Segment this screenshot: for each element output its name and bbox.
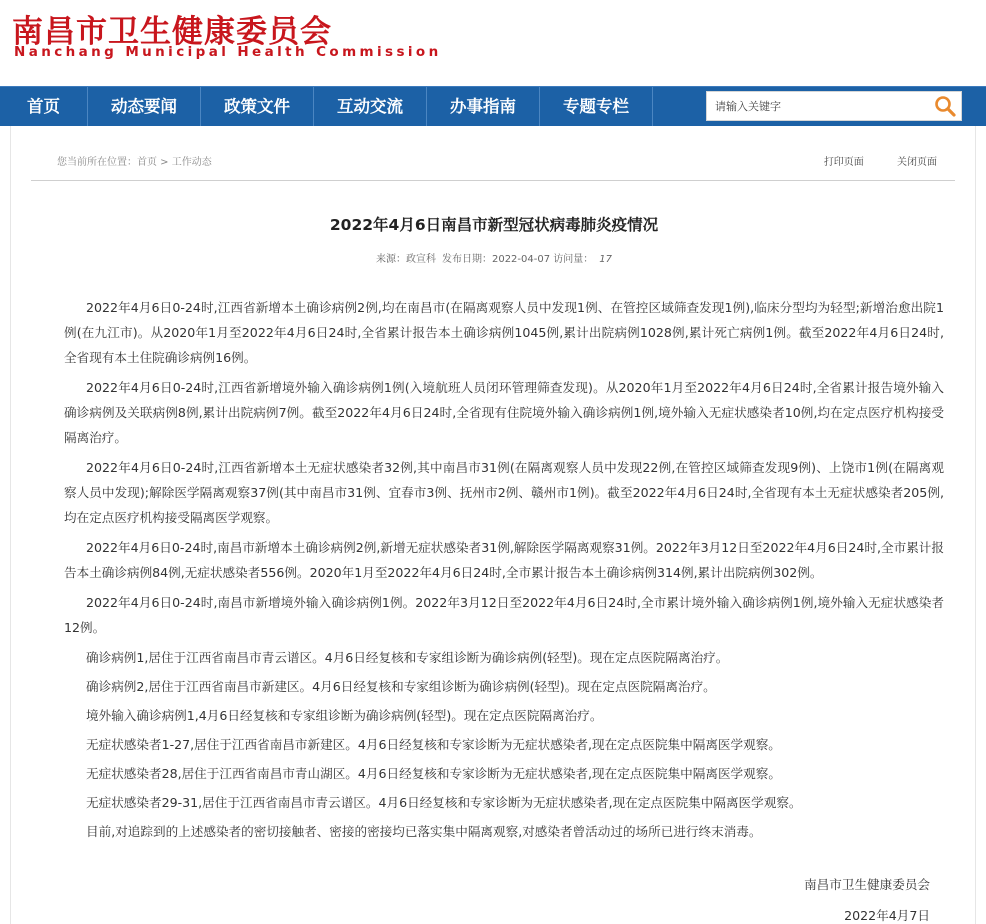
article-sign-date: 2022年4月7日 xyxy=(844,908,930,923)
nav-item-home[interactable]: 首页 xyxy=(0,87,88,126)
nav-item-news[interactable]: 动态要闻 xyxy=(88,87,201,126)
print-page-link[interactable]: 打印页面 xyxy=(823,157,864,168)
breadcrumb-current-link[interactable]: 工作动态 xyxy=(171,157,212,168)
site-header xyxy=(0,0,986,86)
breadcrumb-prefix: 您当前所在位置： xyxy=(57,157,137,168)
search-button[interactable] xyxy=(933,95,957,117)
article-paragraph: 2022年4月6日0-24时,江西省新增本土无症状感染者32例,其中南昌市31例(在隔离观察人员中发现22例,在管控区域筛查发现9例)、上饶市1例(在隔离观察人员中发现);解除医学隔离观察37例(其中南昌市31例、宜春市3例、抚州市2例、赣州市1例)。截至2022年4月6日24时,全省现有本土无症状感染者205例,均在定点医疗机构接受隔离医学观察。 xyxy=(64,460,944,525)
site-logo-english: Nanchang Municipal Health Commission xyxy=(14,44,442,60)
article-title: 2022年4月6日南昌市新型冠状病毒肺炎疫情况 xyxy=(329,216,659,234)
article-paragraph: 无症状感染者28,居住于江西省南昌市青山湖区。4月6日经复核和专家诊断为无症状感染者,现在定点医院集中隔离医学观察。 xyxy=(86,766,781,781)
article-paragraph: 境外输入确诊病例1,4月6日经复核和专家组诊断为确诊病例(轻型)。现在定点医院隔离治疗。 xyxy=(86,708,603,723)
breadcrumb-separator: > xyxy=(157,157,172,168)
date-label: 发布日期： xyxy=(441,254,492,265)
article-paragraph: 无症状感染者1-27,居住于江西省南昌市新建区。4月6日经复核和专家诊断为无症状感染者,现在定点医院集中隔离医学观察。 xyxy=(86,737,781,752)
search-input[interactable] xyxy=(707,92,929,120)
views-label: 访问量： xyxy=(553,254,594,265)
article-paragraph: 2022年4月6日0-24时,江西省新增本土确诊病例2例,均在南昌市(在隔离观察人员中发现1例、在管控区域筛查发现1例),临床分型均为轻型;新增治愈出院1例(在九江市)。从2020年1月至2022年4月6日24时,全省累计报告本土确诊病例1045例,累计出院病例1028例,累计死亡病例1例。截至2022年4月6日24时,全省现有本土住院确诊病例16例。 xyxy=(64,300,944,365)
article-signature: 南昌市卫生健康委员会 xyxy=(804,877,930,892)
close-page-link[interactable]: 关闭页面 xyxy=(897,157,937,168)
site-logo-chinese[interactable]: 南昌市卫生健康委员会 xyxy=(12,14,332,50)
search-icon xyxy=(933,95,957,117)
article-paragraph: 确诊病例1,居住于江西省南昌市青云谱区。4月6日经复核和专家组诊断为确诊病例(轻型)。现在定点医院隔离治疗。 xyxy=(86,650,729,665)
article-body xyxy=(64,295,944,848)
main-nav xyxy=(0,86,986,126)
nav-item-topics[interactable]: 专题专栏 xyxy=(540,87,653,126)
article-paragraph: 确诊病例2,居住于江西省南昌市新建区。4月6日经复核和专家组诊断为确诊病例(轻型)。现在定点医院隔离治疗。 xyxy=(86,679,716,694)
article-panel xyxy=(10,126,976,924)
article-paragraph: 目前,对追踪到的上述感染者的密切接触者、密接的密接均已落实集中隔离观察,对感染者曾活动过的场所已进行终末消毒。 xyxy=(86,824,762,839)
nav-item-interaction[interactable]: 互动交流 xyxy=(314,87,427,126)
article-paragraph: 无症状感染者29-31,居住于江西省南昌市青云谱区。4月6日经复核和专家诊断为无症状感染者,现在定点医院集中隔离医学观察。 xyxy=(86,795,802,810)
header-divider xyxy=(31,180,955,181)
source-value: 政宣科 xyxy=(405,254,436,265)
date-value: 2022-04-07 xyxy=(491,254,551,265)
article-meta xyxy=(11,250,977,265)
page-tools xyxy=(794,153,937,168)
views-count: 17 xyxy=(599,254,613,265)
breadcrumb xyxy=(57,153,212,168)
article-paragraph: 2022年4月6日0-24时,南昌市新增境外输入确诊病例1例。2022年3月12日至2022年4月6日24时,全市累计境外输入确诊病例1例,境外输入无症状感染者12例。 xyxy=(64,595,944,635)
nav-item-guide[interactable]: 办事指南 xyxy=(427,87,540,126)
nav-item-policy[interactable]: 政策文件 xyxy=(201,87,314,126)
article-paragraph: 2022年4月6日0-24时,南昌市新增本土确诊病例2例,新增无症状感染者31例,解除医学隔离观察31例。2022年3月12日至2022年4月6日24时,全市累计报告本土确诊病例84例,无症状感染者556例。2020年1月至2022年4月6日24时,全市累计报告本土确诊病例314例,累计出院病例302例。 xyxy=(64,540,944,580)
article-paragraph: 2022年4月6日0-24时,江西省新增境外输入确诊病例1例(入境航班人员闭环管理筛查发现)。从2020年1月至2022年4月6日24时,全省累计报告境外输入确诊病例及关联病例8例,累计出院病例7例。截至2022年4月6日24时,全省现有住院境外输入确诊病例1例,境外输入无症状感染者10例,均在定点医疗机构接受隔离治疗。 xyxy=(64,380,944,445)
breadcrumb-home-link[interactable]: 首页 xyxy=(137,157,157,168)
search-box xyxy=(706,91,962,121)
source-label: 来源： xyxy=(375,254,406,265)
